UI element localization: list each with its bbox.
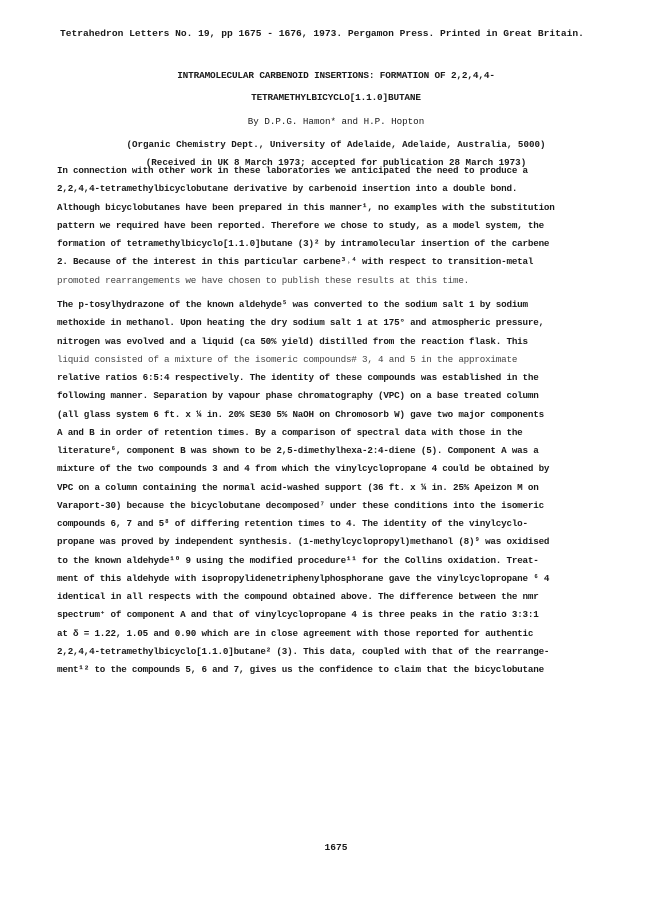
- text-line: 2,2,4,4-tetramethylbicyclo[1.1.0]butane² (3). This data, coupled with that of the rearrange-: [57, 645, 550, 657]
- paragraph-2: [57, 296, 613, 679]
- text-line: 2,2,4,4-tetramethylbicyclobutane derivative by carbenoid insertion into a double bond.: [57, 183, 518, 195]
- received-dates: (Received in UK 8 March 1973; accepted for publication 28 March 1973): [145, 157, 527, 168]
- text-line: (all glass system 6 ft. x ¼ in. 20% SE30 5% NaOH on Chromosorb W) gave two major components: [57, 408, 544, 420]
- text-line: VPC on a column containing the normal acid-washed support (36 ft. x ¼ in. 25% Apeizon M on: [57, 481, 539, 493]
- text-line: methoxide in methanol. Upon heating the dry sodium salt 1 at 175° and atmospheric pressure,: [57, 317, 544, 329]
- text-line: mixture of the two compounds 3 and 4 from which the vinylcyclopropane 4 could be obtained by: [57, 463, 550, 475]
- text-line: literature⁶, component B was shown to be 2,5-dimethylhexa-2:4-diene (5). Component A was a: [57, 445, 539, 456]
- text-line: compounds 6, 7 and 5⁸ of differing retention times to 4. The identity of the vinylcyclo-: [57, 518, 528, 529]
- text-line: A and B in order of retention times. By a comparison of spectral data with those in the: [57, 426, 523, 438]
- text-line: relative ratios 6:5:4 respectively. The identity of these compounds was established in the: [57, 372, 539, 383]
- text-line: liquid consisted of a mixture of the isomeric compounds# 3, 4 and 5 in the approximate: [57, 353, 518, 365]
- text-line: nitrogen was evolved and a liquid (ca 50% yield) distilled from the reaction flask. This: [57, 335, 528, 347]
- text-line: Although bicyclobutanes have been prepared in this manner¹, no examples with the substitution: [57, 201, 555, 213]
- paragraph-1: [57, 162, 613, 290]
- journal-header: Tetrahedron Letters No. 19, pp 1675 - 1676, 1973. Pergamon Press. Printed in Great Britain.: [60, 28, 584, 39]
- page-number: 1675: [324, 842, 348, 853]
- text-line: pattern we required have been reported. Therefore we chose to study, as a model system, the: [57, 219, 544, 231]
- article-title-line-2: TETRAMETHYLBICYCLO[1.1.0]BUTANE: [251, 92, 421, 103]
- affiliation: (Organic Chemistry Dept., University of Adelaide, Adelaide, Australia, 5000): [126, 139, 546, 150]
- authors: By D.P.G. Hamon* and H.P. Hopton: [247, 116, 425, 127]
- article-title-line-1: INTRAMOLECULAR CARBENOID INSERTIONS: FORMATION OF 2,2,4,4-: [177, 70, 495, 81]
- text-line: propane was proved by independent synthesis. (1-methylcyclopropyl)methanol (8)⁹ was oxidised: [57, 536, 550, 548]
- text-line: to the known aldehyde¹⁰ 9 using the modified procedure¹¹ for the Collins oxidation. Treat-: [57, 554, 539, 566]
- text-line: Varaport-30) because the bicyclobutane decomposed⁷ under these conditions into the isomeric: [57, 499, 544, 511]
- text-line: at δ = 1.22, 1.05 and 0.90 which are in close agreement with those reported for authentic: [57, 627, 534, 639]
- text-line: The p-tosylhydrazone of the known aldehyde⁵ was converted to the sodium salt 1 by sodium: [57, 299, 528, 310]
- text-line: identical in all respects with the compound obtained above. The difference between the nmr: [57, 591, 539, 602]
- text-line: In connection with other work in these laboratories we anticipated the need to produce a: [57, 165, 528, 176]
- text-line: following manner. Separation by vapour phase chromatography (VPC) on a base treated column: [57, 390, 539, 402]
- text-line: ment of this aldehyde with isopropylidenetriphenylphosphorane gave the vinylcyclopropane ⁶ 4: [57, 572, 550, 584]
- text-line: 2. Because of the interest in this particular carbene³˒⁴ with respect to transition-metal: [57, 256, 534, 268]
- text-line: formation of tetramethylbicyclo[1.1.0]butane (3)² by intramolecular insertion of the carbene: [57, 238, 550, 249]
- text-line: ment¹² to the compounds 5, 6 and 7, gives us the confidence to claim that the bicyclobutane: [57, 664, 544, 675]
- text-line: spectrum⁺ of component A and that of vinylcyclopropane 4 is three peaks in the ratio 3:3:1: [57, 609, 539, 621]
- text-line: promoted rearrangements we have chosen to publish these results at this time.: [57, 274, 470, 286]
